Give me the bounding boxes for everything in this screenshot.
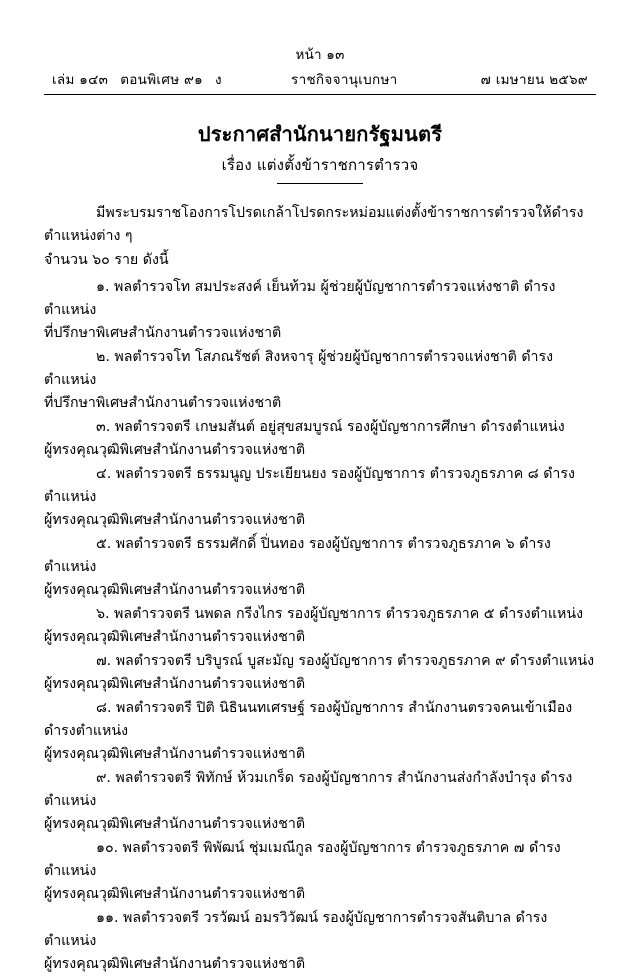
page-number: หน้า ๑๓ [295,47,345,63]
list-item-line-1: ๗. พลตำรวจตรี บริบูรณ์ บูสะมัญ รองผู้บัญชาการ ตำรวจภูธรภาค ๙ ดำรงตำแหน่ง [96,652,595,669]
list-item-line-1: ๑๐. พลตำรวจตรี พิพัฒน์ ชุ่มเมณีกูล รองผู้บัญชาการ ตำรวจภูธรภาค ๗ ดำรงตำแหน่ง [44,839,561,879]
list-item [44,346,596,415]
list-item-line-2: ผู้ทรงคุณวุฒิพิเศษสำนักงานตำรวจแห่งชาติ [44,581,306,598]
list-item-line-1: ๕. พลตำรวจตรี ธรรมศักดิ์ ปิ่นทอง รองผู้บัญชาการ ตำรวจภูธรภาค ๖ ดำรงตำแหน่ง [44,535,551,575]
list-item-line-2: ที่ปรึกษาพิเศษสำนักงานตำรวจแห่งชาติ [44,394,282,411]
list-item-line-1: ๘. พลตำรวจตรี ปิติ นิธินนทเศรษฐ์ รองผู้บัญชาการ สำนักงานตรวจคนเข้าเมือง ดำรงตำแหน่ง [44,699,573,739]
list-item-line-1: ๑๑. พลตำรวจตรี วรวัฒน์ อมรวิวัฒน์ รองผู้บัญชาการตำรวจสันติบาล ดำรงตำแหน่ง [44,909,548,949]
list-item-line-2: ผู้ทรงคุณวุฒิพิเศษสำนักงานตำรวจแห่งชาติ [44,511,306,528]
title-block [44,121,596,184]
list-item-line-2: ผู้ทรงคุณวุฒิพิเศษสำนักงานตำรวจแห่งชาติ [44,815,306,832]
document-body [44,202,596,976]
list-item-line-1: ๔. พลตำรวจตรี ธรรมนูญ ประเยียนยง รองผู้บัญชาการ ตำรวจภูธรภาค ๘ ดำรงตำแหน่ง [44,465,575,505]
publication-name: ราชกิจจานุเบกษา [291,72,398,89]
section-label: ง [215,72,222,89]
list-item-line-1: ๙. พลตำรวจตรี พิทักษ์ ห้วมเกร็ด รองผู้บัญชาการ สำนักงานส่งกำลังบำรุง ดำรงตำแหน่ง [44,769,573,809]
intro-line-2: จำนวน ๖๐ ราย ดังนี้ [44,251,169,268]
intro-line-1: มีพระบรมราชโองการโปรดเกล้าโปรดกระหม่อมแต่งตั้งข้าราชการตำรวจให้ดำรงตำแหน่งต่าง ๆ [44,204,584,244]
part-label: ตอนพิเศษ ๙๑ [120,72,204,89]
list-item [44,650,596,696]
list-item-line-1: ๖. พลตำรวจตรี นพดล กรีงไกร รองผู้บัญชาการ ตำรวจภูธรภาค ๕ ดำรงตำแหน่ง [96,605,584,622]
list-item-line-2: ผู้ทรงคุณวุฒิพิเศษสำนักงานตำรวจแห่งชาติ [44,885,306,902]
list-item-line-1: ๑. พลตำรวจโท สมประสงค์ เย็นท้วม ผู้ช่วยผู้บัญชาการตำรวจแห่งชาติ ดำรงตำแหน่ง [44,278,556,318]
gazette-header-left [52,71,222,89]
list-item-line-2: ที่ปรึกษาพิเศษสำนักงานตำรวจแห่งชาติ [44,324,282,341]
list-item [44,767,596,836]
list-item [44,907,596,976]
gazette-header [44,46,596,95]
list-item-line-2: ผู้ทรงคุณวุฒิพิเศษสำนักงานตำรวจแห่งชาติ [44,745,306,762]
list-item [44,416,596,462]
header-divider [44,94,596,95]
list-item-line-2: ผู้ทรงคุณวุฒิพิเศษสำนักงานตำรวจแห่งชาติ [44,955,306,972]
list-item-line-1: ๓. พลตำรวจตรี เกษมสันต์ อยู่สุขสมบูรณ์ รองผู้บัญชาการศึกษา ดำรงตำแหน่ง [96,418,565,435]
list-item [44,276,596,345]
list-item-line-1: ๒. พลตำรวจโท โสภณรัชต์ สิงหจารุ ผู้ช่วยผู้บัญชาการตำรวจแห่งชาติ ดำรงตำแหน่ง [44,348,554,388]
title-divider [277,183,363,184]
list-item [44,697,596,766]
list-item-line-2: ผู้ทรงคุณวุฒิพิเศษสำนักงานตำรวจแห่งชาติ [44,441,306,458]
page-title: ประกาศสำนักนายกรัฐมนตรี [197,122,443,147]
list-item [44,463,596,532]
gazette-header-row [44,71,596,89]
volume-label: เล่ม ๑๔๓ [52,72,109,89]
list-item [44,603,596,649]
list-item [44,837,596,906]
publication-date: ๗ เมษายน ๒๕๖๙ [480,72,588,89]
list-item-line-2: ผู้ทรงคุณวุฒิพิเศษสำนักงานตำรวจแห่งชาติ [44,628,306,645]
page-subtitle: เรื่อง แต่งตั้งข้าราชการตำรวจ [221,156,419,175]
list-item-line-2: ผู้ทรงคุณวุฒิพิเศษสำนักงานตำรวจแห่งชาติ [44,675,306,692]
list-item [44,533,596,602]
